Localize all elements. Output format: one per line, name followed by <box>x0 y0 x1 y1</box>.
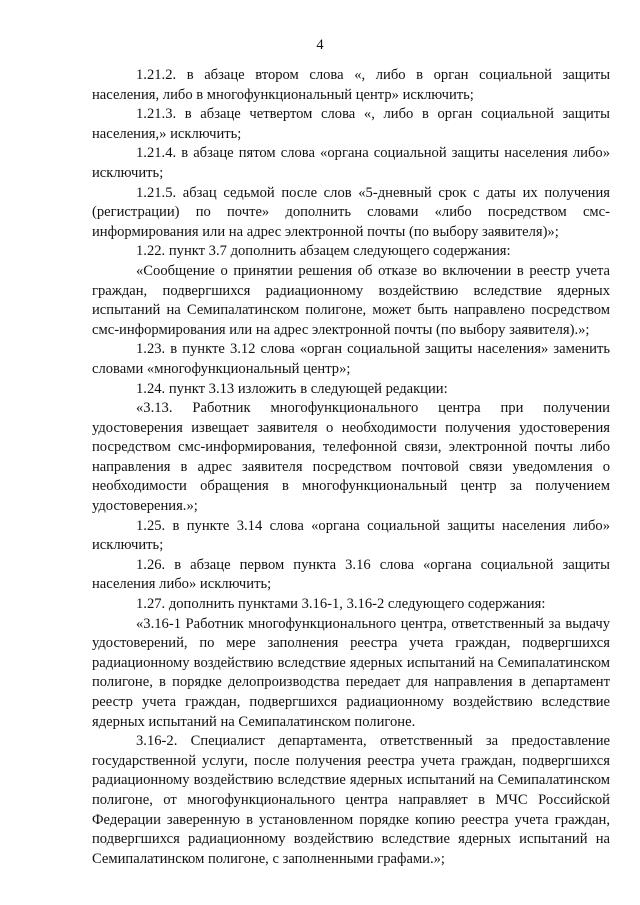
paragraph-1-22: 1.22. пункт 3.7 дополнить абзацем следующего содержания: <box>136 243 511 260</box>
paragraph-1-21-3: 1.21.3. в абзаце четвертом слова «, либо в орган социальной защиты населения,» исключить; <box>92 106 610 142</box>
paragraph-1-21-2: 1.21.2. в абзаце втором слова «, либо в орган социальной защиты населения, либо в многофункциональный центр» исключить; <box>92 67 610 103</box>
paragraph-1-23: 1.23. в пункте 3.12 слова «орган социальной защиты населения» заменить словами «многофункциональный центр»; <box>92 341 610 377</box>
paragraph-1-24: 1.24. пункт 3.13 изложить в следующей редакции: <box>136 380 448 397</box>
paragraph-1-27: 1.27. дополнить пунктами 3.16-1, 3.16-2 следующего содержания: <box>136 596 546 613</box>
document-body <box>92 66 610 869</box>
paragraph-1-21-4: 1.21.4. в абзаце пятом слова «органа социальной защиты населения либо» исключить; <box>92 145 610 181</box>
paragraph-1-25: 1.25. в пункте 3.14 слова «органа социальной защиты населения либо» исключить; <box>92 517 610 554</box>
paragraph-3-16-2: 3.16-2. Специалист департамента, ответственный за предоставление государственной услуги, после получения реестра учета граждан, подвергшихся радиационному воздействию вследствие ядерных испытаний на Семипалатинском полигоне, от многофункционального центра направляет в МЧС Российской Федерации заверенную в установленном порядке копию реестра учета граждан, подвергшихся радиационному воздействию вследствие ядерных испытаний на Семипалатинском полигоне, с заполненными графами.»; <box>92 733 610 867</box>
paragraph-1-21-5: 1.21.5. абзац седьмой после слов «5-дневный срок с даты их получения (регистрации) по почте» дополнить словами «либо посредством смс-информирования или на адрес электронной почты (по выбору заявителя)»; <box>92 184 610 240</box>
page-number: 4 <box>316 37 324 53</box>
paragraph-1-22-quote: «Сообщение о принятии решения об отказе во включении в реестр учета граждан, подвергшихся радиационному воздействию вследствие ядерных испытаний на Семипалатинском полигоне, может быть направлено посредством смс-информирования или на адрес электронной почты (по выбору заявителя).»; <box>92 262 610 338</box>
paragraph-1-26: 1.26. в абзаце первом пункта 3.16 слова «органа социальной защиты населения либо» исключить; <box>92 556 610 593</box>
paragraph-3-16-1: «3.16-1 Работник многофункционального центра, ответственный за выдачу удостоверений, по мере заполнения реестра учета граждан, подвергшихся радиационному воздействию вследствие ядерных испытаний на Семипалатинском полигоне, в порядке делопроизводства передает для направления в департамент реестр учета граждан, подвергшихся радиационному воздействию вследствие ядерных испытаний на Семипалатинском полигоне. <box>92 615 610 730</box>
paragraph-1-24-quote: «3.13. Работник многофункционального центра при получении удостоверения извещает заявителя о необходимости получения удостоверения посредством смс-информирования, телефонной связи, электронной почты либо направления в адрес заявителя посредством почтовой связи уведомления о необходимости обращения в многофункциональный центр за получением удостоверения.»; <box>92 400 610 515</box>
